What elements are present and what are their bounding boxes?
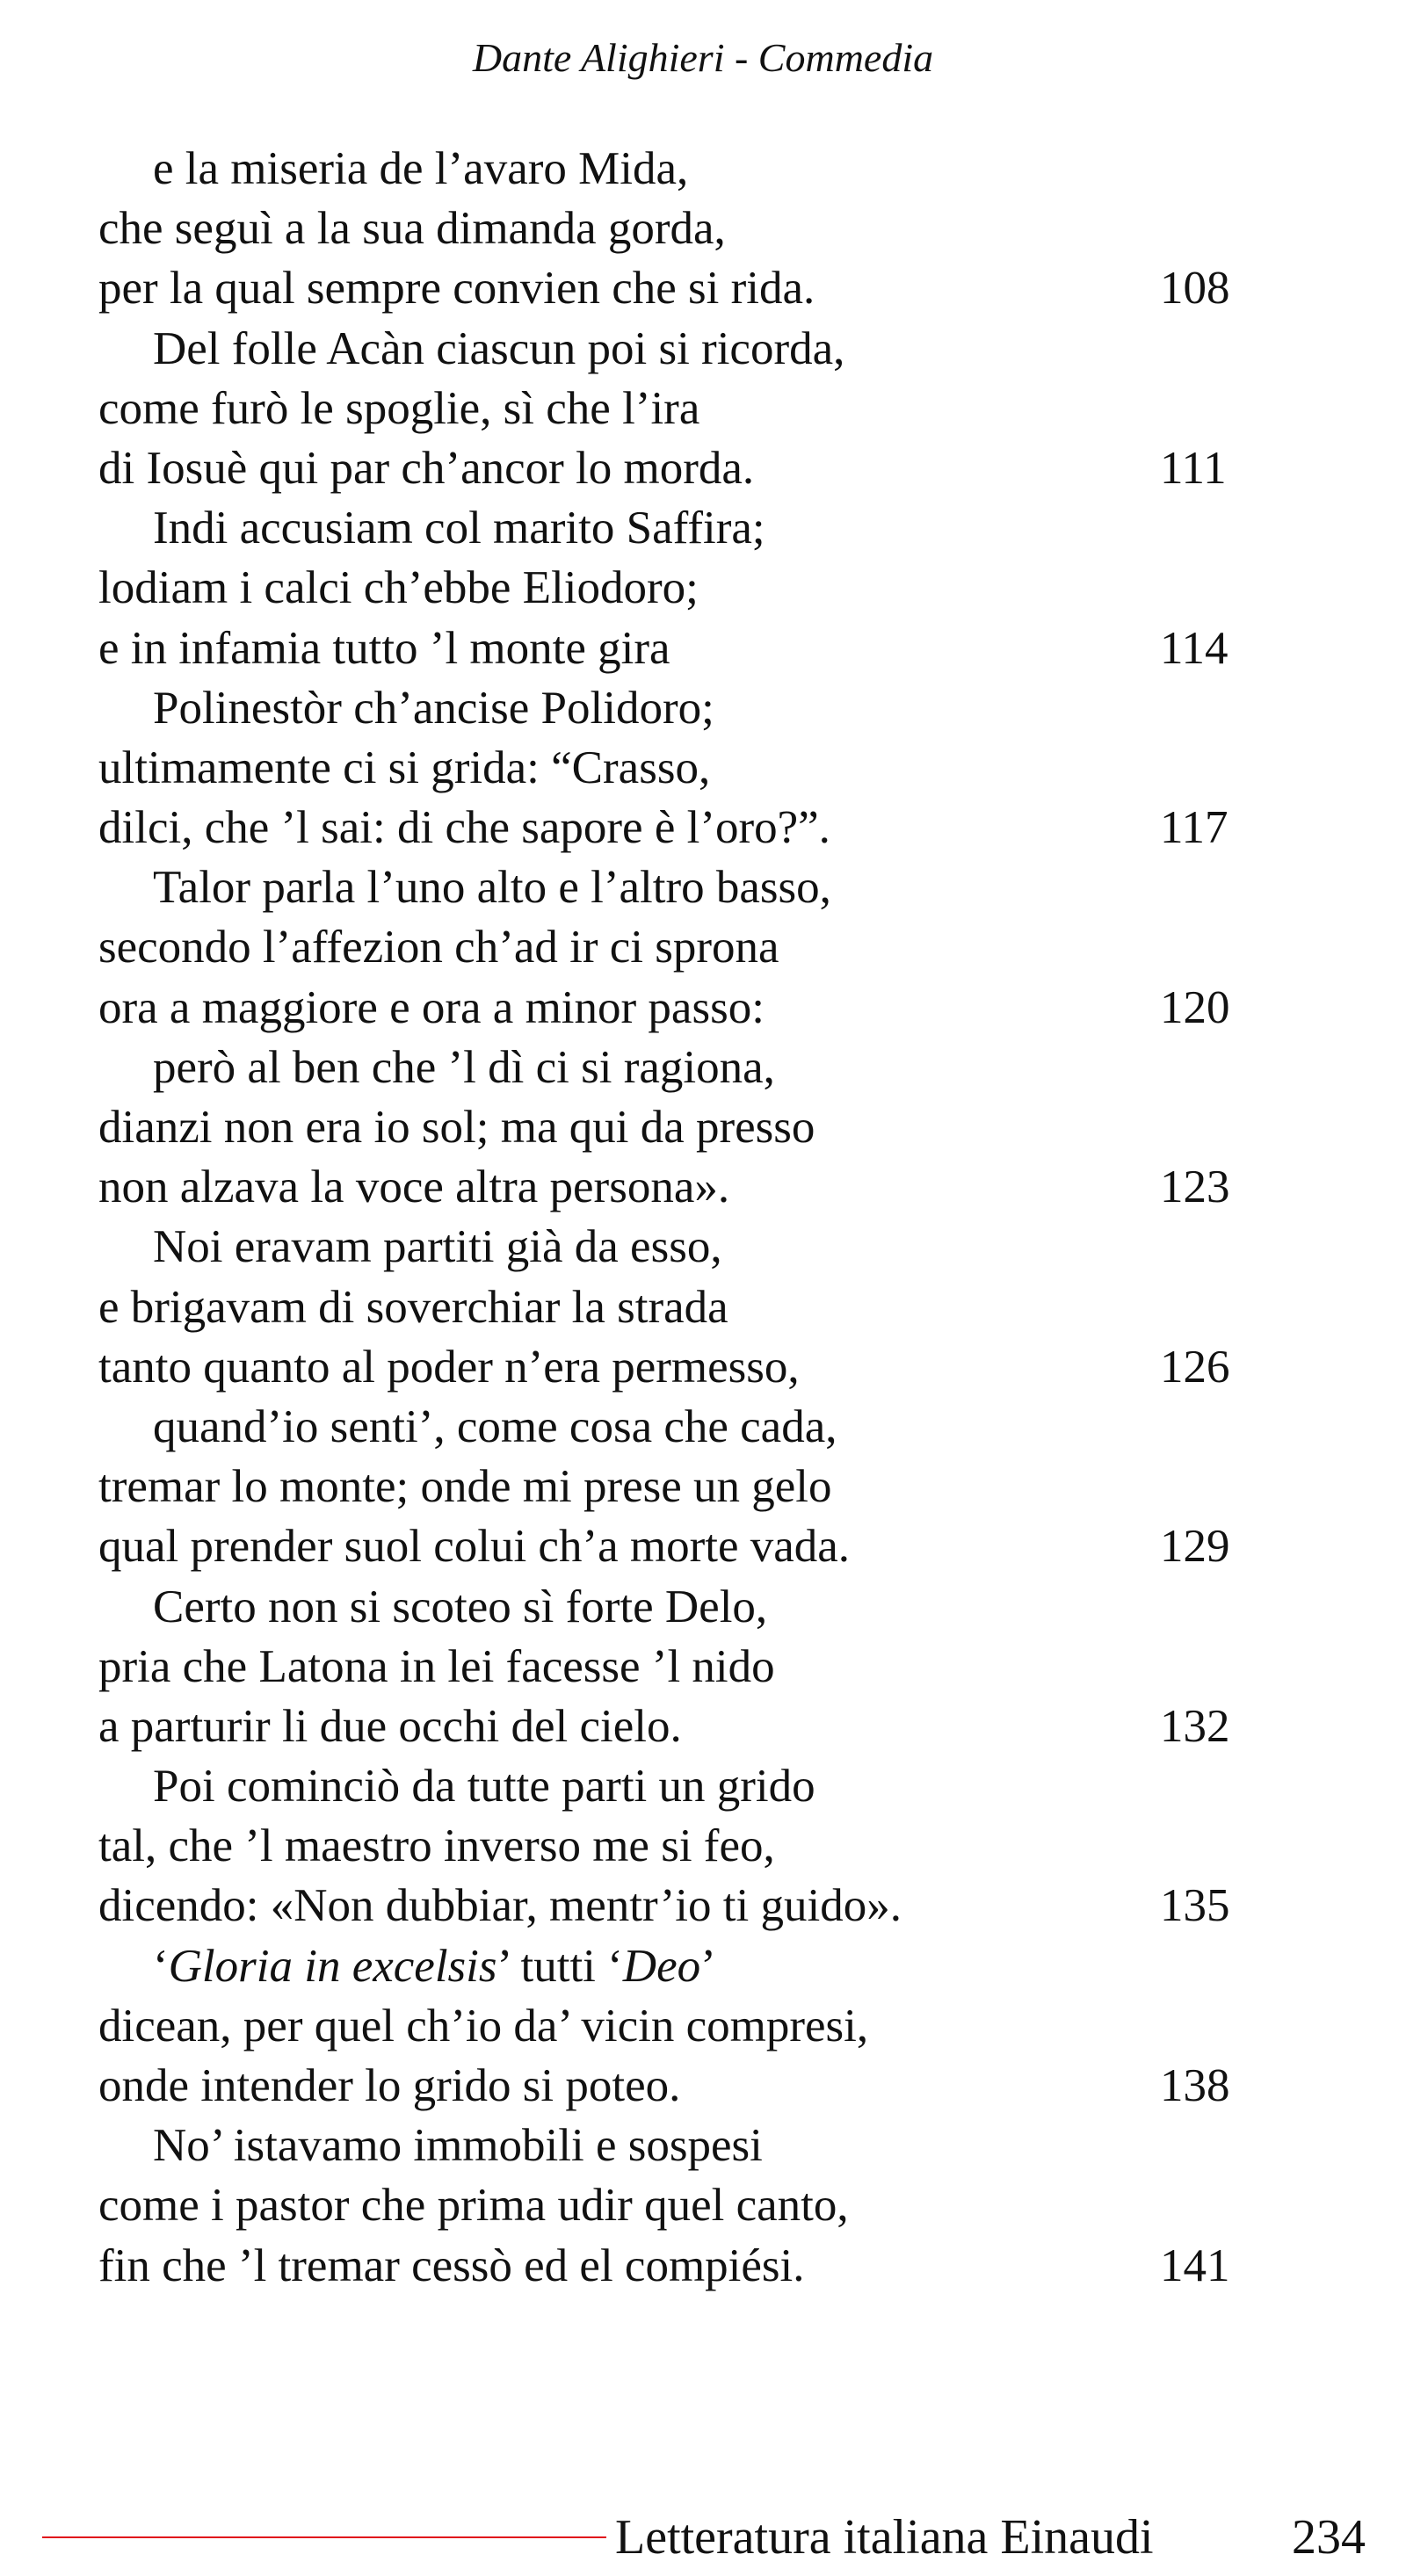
verse-number: 123 <box>1160 1161 1230 1213</box>
verse-text: No’ istavamo immobili e sospesi <box>153 2120 763 2172</box>
verse-line <box>98 1097 1241 1157</box>
verse-line <box>98 379 1241 438</box>
verse-text: Indi accusiam col marito Saffira; <box>153 503 765 554</box>
verse-number: 117 <box>1160 802 1228 854</box>
verse-text: dilci, che ’l sai: di che sapore è l’oro?”. <box>98 802 830 854</box>
verse-line <box>98 1697 1241 1756</box>
verse-line <box>98 498 1241 558</box>
verse-fragment: ’ <box>700 1940 716 1992</box>
verse-line <box>98 1816 1241 1876</box>
verse-text: Polinestòr ch’ancise Polidoro; <box>153 682 714 734</box>
verse-number: 138 <box>1160 2060 1230 2111</box>
verse-line <box>98 1038 1241 1097</box>
verse-line <box>98 1457 1241 1516</box>
verse-line <box>98 2175 1241 2235</box>
verse-number: 129 <box>1160 1521 1230 1573</box>
verse-line <box>98 438 1241 498</box>
verse-line <box>98 199 1241 258</box>
verse-line <box>98 1397 1241 1457</box>
verse-text: tal, che ’l maestro inverso me si feo, <box>98 1820 775 1872</box>
verse-text: Poi cominciò da tutte parti un grido <box>153 1761 815 1813</box>
verse-text: però al ben che ’l dì ci si ragiona, <box>153 1041 775 1093</box>
verse-line <box>98 258 1241 318</box>
verse-line <box>98 139 1241 199</box>
verse-fragment: Deo <box>622 1940 701 1992</box>
verse-text: ultimamente ci si grida: “Crasso, <box>98 742 711 793</box>
verse-line <box>98 917 1241 977</box>
verse-number: 120 <box>1160 981 1230 1033</box>
verse-number: 111 <box>1160 442 1227 494</box>
verse-line <box>98 738 1241 798</box>
verse-text: ora a maggiore e ora a minor passo: <box>98 981 765 1033</box>
verse-text: di Iosuè qui par ch’ancor lo morda. <box>98 442 755 494</box>
verse-line <box>98 2056 1241 2116</box>
verse-line <box>98 1277 1241 1337</box>
verse-line <box>98 2116 1241 2175</box>
verse-line <box>98 619 1241 678</box>
verse-line <box>98 2236 1241 2296</box>
verse-text: Noi eravam partiti già da esso, <box>153 1221 722 1273</box>
verse-fragment: Gloria in excelsis <box>168 1940 497 1992</box>
verse-text: secondo l’affezion ch’ad ir ci sprona <box>98 922 779 973</box>
verse-line <box>98 558 1241 618</box>
verse-text: e in infamia tutto ’l monte gira <box>98 622 670 674</box>
verse-text: Talor parla l’uno alto e l’altro basso, <box>153 862 831 914</box>
verse-number: 108 <box>1160 263 1230 315</box>
verse-text: tremar lo monte; onde mi prese un gelo <box>98 1461 832 1513</box>
verse-text: e brigavam di soverchiar la strada <box>98 1281 728 1333</box>
verse-line <box>98 1337 1241 1397</box>
verse-line <box>98 1996 1241 2056</box>
verse-fragment: ’ tutti ‘ <box>496 1940 623 1992</box>
verse-text: a parturir li due occhi del cielo. <box>98 1700 682 1752</box>
verse-number: 114 <box>1160 622 1228 674</box>
verse-text: pria che Latona in lei facesse ’l nido <box>98 1640 775 1692</box>
verse-text: dicean, per quel ch’io da’ vicin compresi, <box>98 2000 869 2051</box>
verse-text: e la miseria de l’avaro Mida, <box>153 143 689 194</box>
verse-text <box>98 1941 716 1992</box>
verse-text: dianzi non era io sol; ma qui da presso <box>98 1102 815 1153</box>
verse-text: qual prender suol colui ch’a morte vada. <box>98 1521 851 1573</box>
verse-text: fin che ’l tremar cessò ed el compiési. <box>98 2240 805 2291</box>
verse-text: Del folle Acàn ciascun poi si ricorda, <box>153 322 845 374</box>
verse-line <box>98 319 1241 379</box>
running-header: Dante Alighieri - Commedia <box>472 35 934 80</box>
page-footer <box>0 2506 1406 2576</box>
verse-line <box>98 857 1241 917</box>
verse-line <box>98 798 1241 857</box>
verse-fragment: ‘ <box>153 1940 169 1992</box>
verse-text: come i pastor che prima udir quel canto, <box>98 2180 849 2232</box>
poem-text <box>98 139 1241 2296</box>
verse-line <box>98 978 1241 1038</box>
verse-text: come furò le spoglie, sì che l’ira <box>98 382 700 434</box>
verse-line <box>98 1217 1241 1277</box>
verse-line <box>98 1637 1241 1697</box>
footer-publisher: Letteratura italiana Einaudi <box>615 2510 1154 2565</box>
verse-text: Certo non si scoteo sì forte Delo, <box>153 1581 768 1632</box>
verse-line <box>98 678 1241 738</box>
verse-text: dicendo: «Non dubbiar, mentr’io ti guido». <box>98 1880 902 1932</box>
verse-number: 132 <box>1160 1700 1230 1752</box>
verse-line <box>98 1876 1241 1936</box>
verse-text: non alzava la voce altra persona». <box>98 1161 730 1213</box>
verse-text: per la qual sempre convien che si rida. <box>98 263 815 315</box>
verse-number: 141 <box>1160 2240 1230 2291</box>
verse-text: che seguì a la sua dimanda gorda, <box>98 203 726 255</box>
verse-line <box>98 1756 1241 1816</box>
page-number: 234 <box>1292 2510 1366 2565</box>
verse-line <box>98 1936 1241 1996</box>
footer-rule <box>42 2536 606 2538</box>
verse-text: quand’io senti’, come cosa che cada, <box>153 1400 837 1452</box>
verse-text: tanto quanto al poder n’era permesso, <box>98 1341 800 1393</box>
verse-line <box>98 1516 1241 1576</box>
verse-number: 126 <box>1160 1341 1230 1393</box>
verse-number: 135 <box>1160 1880 1230 1932</box>
verse-text: lodiam i calci ch’ebbe Eliodoro; <box>98 562 699 614</box>
verse-text: onde intender lo grido si poteo. <box>98 2060 681 2111</box>
verse-line <box>98 1157 1241 1217</box>
verse-line <box>98 1577 1241 1637</box>
